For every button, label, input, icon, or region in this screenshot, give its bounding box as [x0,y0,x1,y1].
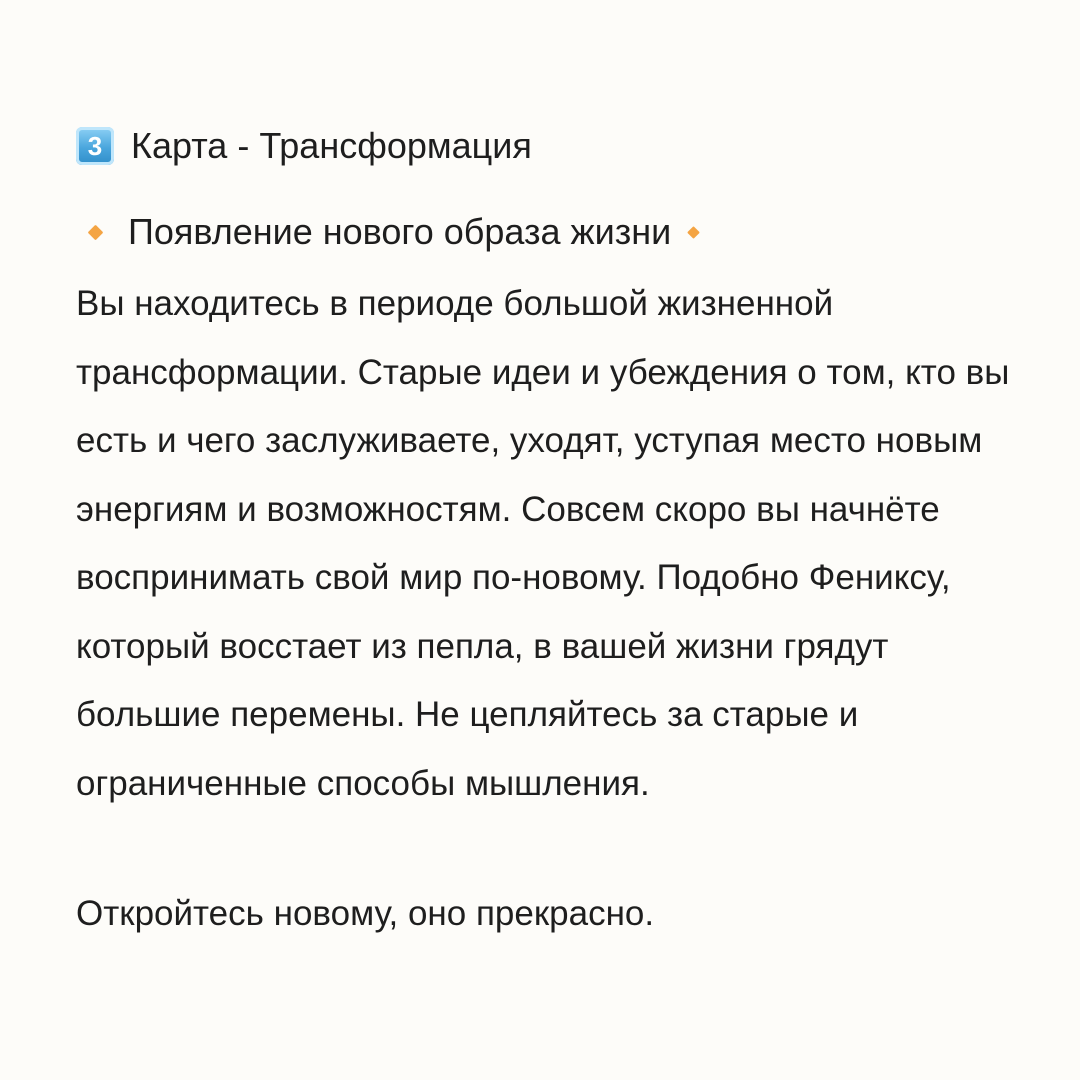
orange-diamond-icon [687,226,700,239]
card-description [76,270,1036,818]
keycap-digit-three-icon: 3 [76,127,114,165]
closing-line: Откройтесь новому, оно прекрасно. [76,894,655,933]
description-paragraph: Вы находитесь в периоде большой жизненной трансформации. Старые идеи и убеждения о том, кто вы есть и чего заслуживаете, уходят, уступая место новым энергиям и возможностям. Совсем скоро вы начнёте воспринимать свой мир по-новому. Подобно Фениксу, который восстает из пепла, в вашей жизни грядут большие перемены. Не цепляйтесь за старые и ограниченные способы мышления. [76,284,1010,803]
card-title-row [76,122,532,170]
orange-diamond-icon [88,224,104,240]
card-title: Карта - Трансформация [131,125,532,166]
card-subtitle: Появление нового образа жизни [128,211,672,252]
card-subtitle-row [90,208,698,256]
